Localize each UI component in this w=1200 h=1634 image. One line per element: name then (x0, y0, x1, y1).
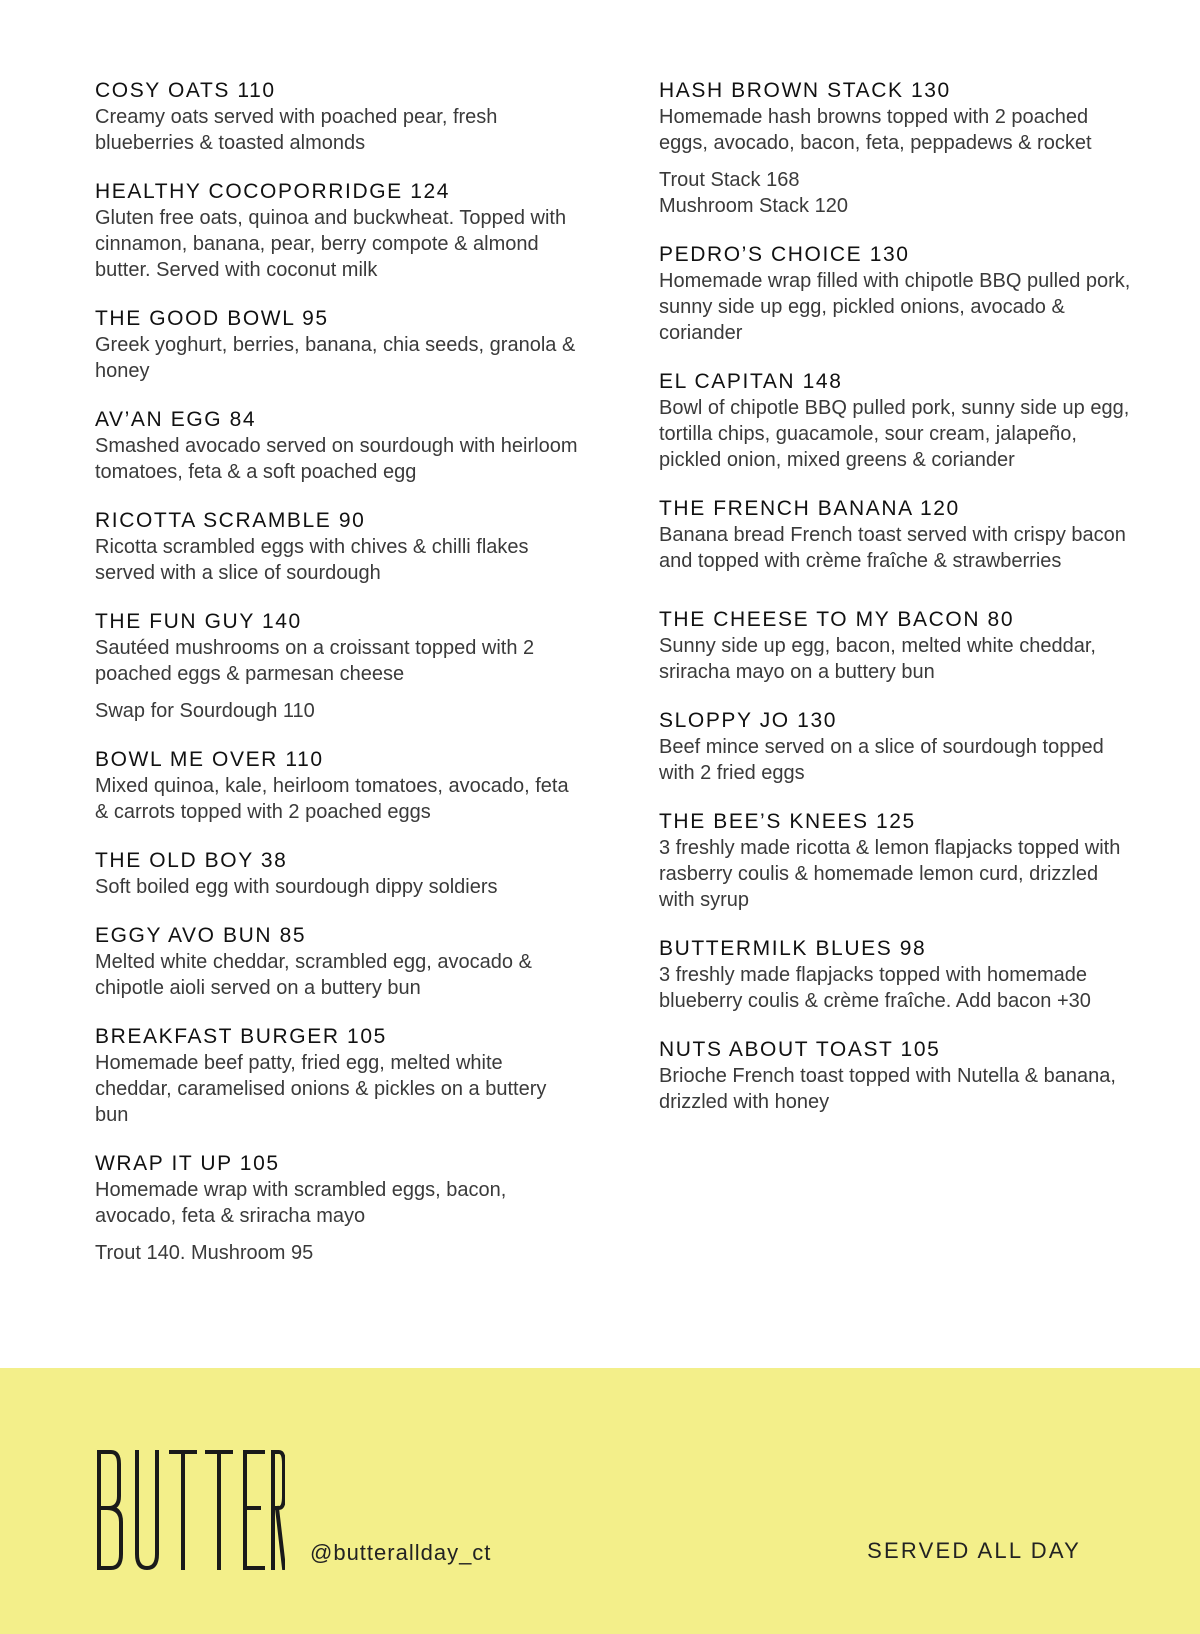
item-description: Beef mince served on a slice of sourdough topped with 2 fried eggs (659, 736, 1104, 784)
item-title: RICOTTA SCRAMBLE 90 (95, 509, 366, 532)
item-title: WRAP IT UP 105 (95, 1152, 280, 1175)
item-option: Trout Stack 168 (659, 169, 800, 191)
item-title: BOWL ME OVER 110 (95, 748, 324, 771)
item-title: THE OLD BOY 38 (95, 849, 288, 872)
menu-item (659, 1037, 1139, 1115)
footer-band (0, 1368, 1200, 1634)
menu-item (95, 848, 580, 900)
item-description: Homemade hash browns topped with 2 poached eggs, avocado, bacon, feta, peppadews & rocket (659, 106, 1092, 154)
item-title: BREAKFAST BURGER 105 (95, 1025, 387, 1048)
item-description: Banana bread French toast served with crispy bacon and topped with crème fraîche & strawberries (659, 524, 1126, 572)
menu-item (659, 809, 1139, 913)
menu-column-right (659, 78, 1139, 1138)
item-title: HEALTHY COCOPORRIDGE 124 (95, 180, 451, 203)
item-title: BUTTERMILK BLUES 98 (659, 937, 927, 960)
item-title: THE FRENCH BANANA 120 (659, 497, 960, 520)
served-all-day-label: SERVED ALL DAY (867, 1538, 1081, 1563)
item-description: Sautéed mushrooms on a croissant topped with 2 poached eggs & parmesan cheese (95, 637, 535, 685)
item-description: Homemade wrap filled with chipotle BBQ pulled pork, sunny side up egg, pickled onions, avocado & coriander (659, 270, 1131, 344)
menu-item (95, 923, 580, 1001)
menu-item (95, 508, 580, 586)
butter-logo (95, 1450, 285, 1570)
menu-item (659, 242, 1139, 346)
item-description: Melted white cheddar, scrambled egg, avocado & chipotle aioli served on a buttery bun (95, 951, 532, 999)
item-title: THE CHEESE TO MY BACON 80 (659, 608, 1015, 631)
item-description: 3 freshly made ricotta & lemon flapjacks topped with rasberry coulis & homemade lemon curd, drizzled with syrup (659, 837, 1121, 911)
menu-item (659, 369, 1139, 473)
item-option: Swap for Sourdough 110 (95, 700, 315, 722)
menu-item (95, 306, 580, 384)
item-description: Creamy oats served with poached pear, fresh blueberries & toasted almonds (95, 106, 498, 154)
menu-item (659, 496, 1139, 574)
item-description: Bowl of chipotle BBQ pulled pork, sunny side up egg, tortilla chips, guacamole, sour cream, jalapeño, pickled onion, mixed greens & coriander (659, 397, 1130, 471)
item-title: EGGY AVO BUN 85 (95, 924, 307, 947)
menu-item (95, 1151, 580, 1266)
item-title: NUTS ABOUT TOAST 105 (659, 1038, 941, 1061)
menu-item (95, 407, 580, 485)
item-title: THE FUN GUY 140 (95, 610, 302, 633)
item-description: Smashed avocado served on sourdough with heirloom tomatoes, feta & a soft poached egg (95, 435, 578, 483)
item-description: Sunny side up egg, bacon, melted white cheddar, sriracha mayo on a buttery bun (659, 635, 1096, 683)
item-title: EL CAPITAN 148 (659, 370, 843, 393)
menu-item (659, 78, 1139, 219)
menu-item (95, 747, 580, 825)
item-title: COSY OATS 110 (95, 79, 276, 102)
item-title: THE BEE’S KNEES 125 (659, 810, 916, 833)
item-title: PEDRO’S CHOICE 130 (659, 243, 910, 266)
menu-item (95, 1024, 580, 1128)
menu-item (659, 607, 1139, 685)
menu-item (659, 936, 1139, 1014)
item-option: Trout 140. Mushroom 95 (95, 1242, 314, 1264)
item-title: SLOPPY JO 130 (659, 709, 838, 732)
social-handle: @butterallday_ct (310, 1540, 492, 1565)
item-description: Soft boiled egg with sourdough dippy soldiers (95, 876, 498, 898)
item-description: Homemade beef patty, fried egg, melted white cheddar, caramelised onions & pickles on a buttery bun (95, 1052, 547, 1126)
menu-column-left (95, 78, 580, 1289)
item-description: Mixed quinoa, kale, heirloom tomatoes, avocado, feta & carrots topped with 2 poached eggs (95, 775, 569, 823)
item-description: Homemade wrap with scrambled eggs, bacon, avocado, feta & sriracha mayo (95, 1179, 507, 1227)
menu-item (95, 179, 580, 283)
menu-item (95, 78, 580, 156)
item-description: 3 freshly made flapjacks topped with homemade blueberry coulis & crème fraîche. Add bacon +30 (659, 964, 1091, 1012)
menu-item (95, 609, 580, 724)
item-option: Mushroom Stack 120 (659, 195, 848, 217)
item-description: Greek yoghurt, berries, banana, chia seeds, granola & honey (95, 334, 576, 382)
item-description: Brioche French toast topped with Nutella & banana, drizzled with honey (659, 1065, 1116, 1113)
item-description: Gluten free oats, quinoa and buckwheat. Topped with cinnamon, banana, pear, berry compote & almond butter. Served with coconut milk (95, 207, 567, 281)
item-description: Ricotta scrambled eggs with chives & chilli flakes served with a slice of sourdough (95, 536, 529, 584)
item-title: AV’AN EGG 84 (95, 408, 257, 431)
menu-item (659, 708, 1139, 786)
item-title: HASH BROWN STACK 130 (659, 79, 951, 102)
item-title: THE GOOD BOWL 95 (95, 307, 329, 330)
